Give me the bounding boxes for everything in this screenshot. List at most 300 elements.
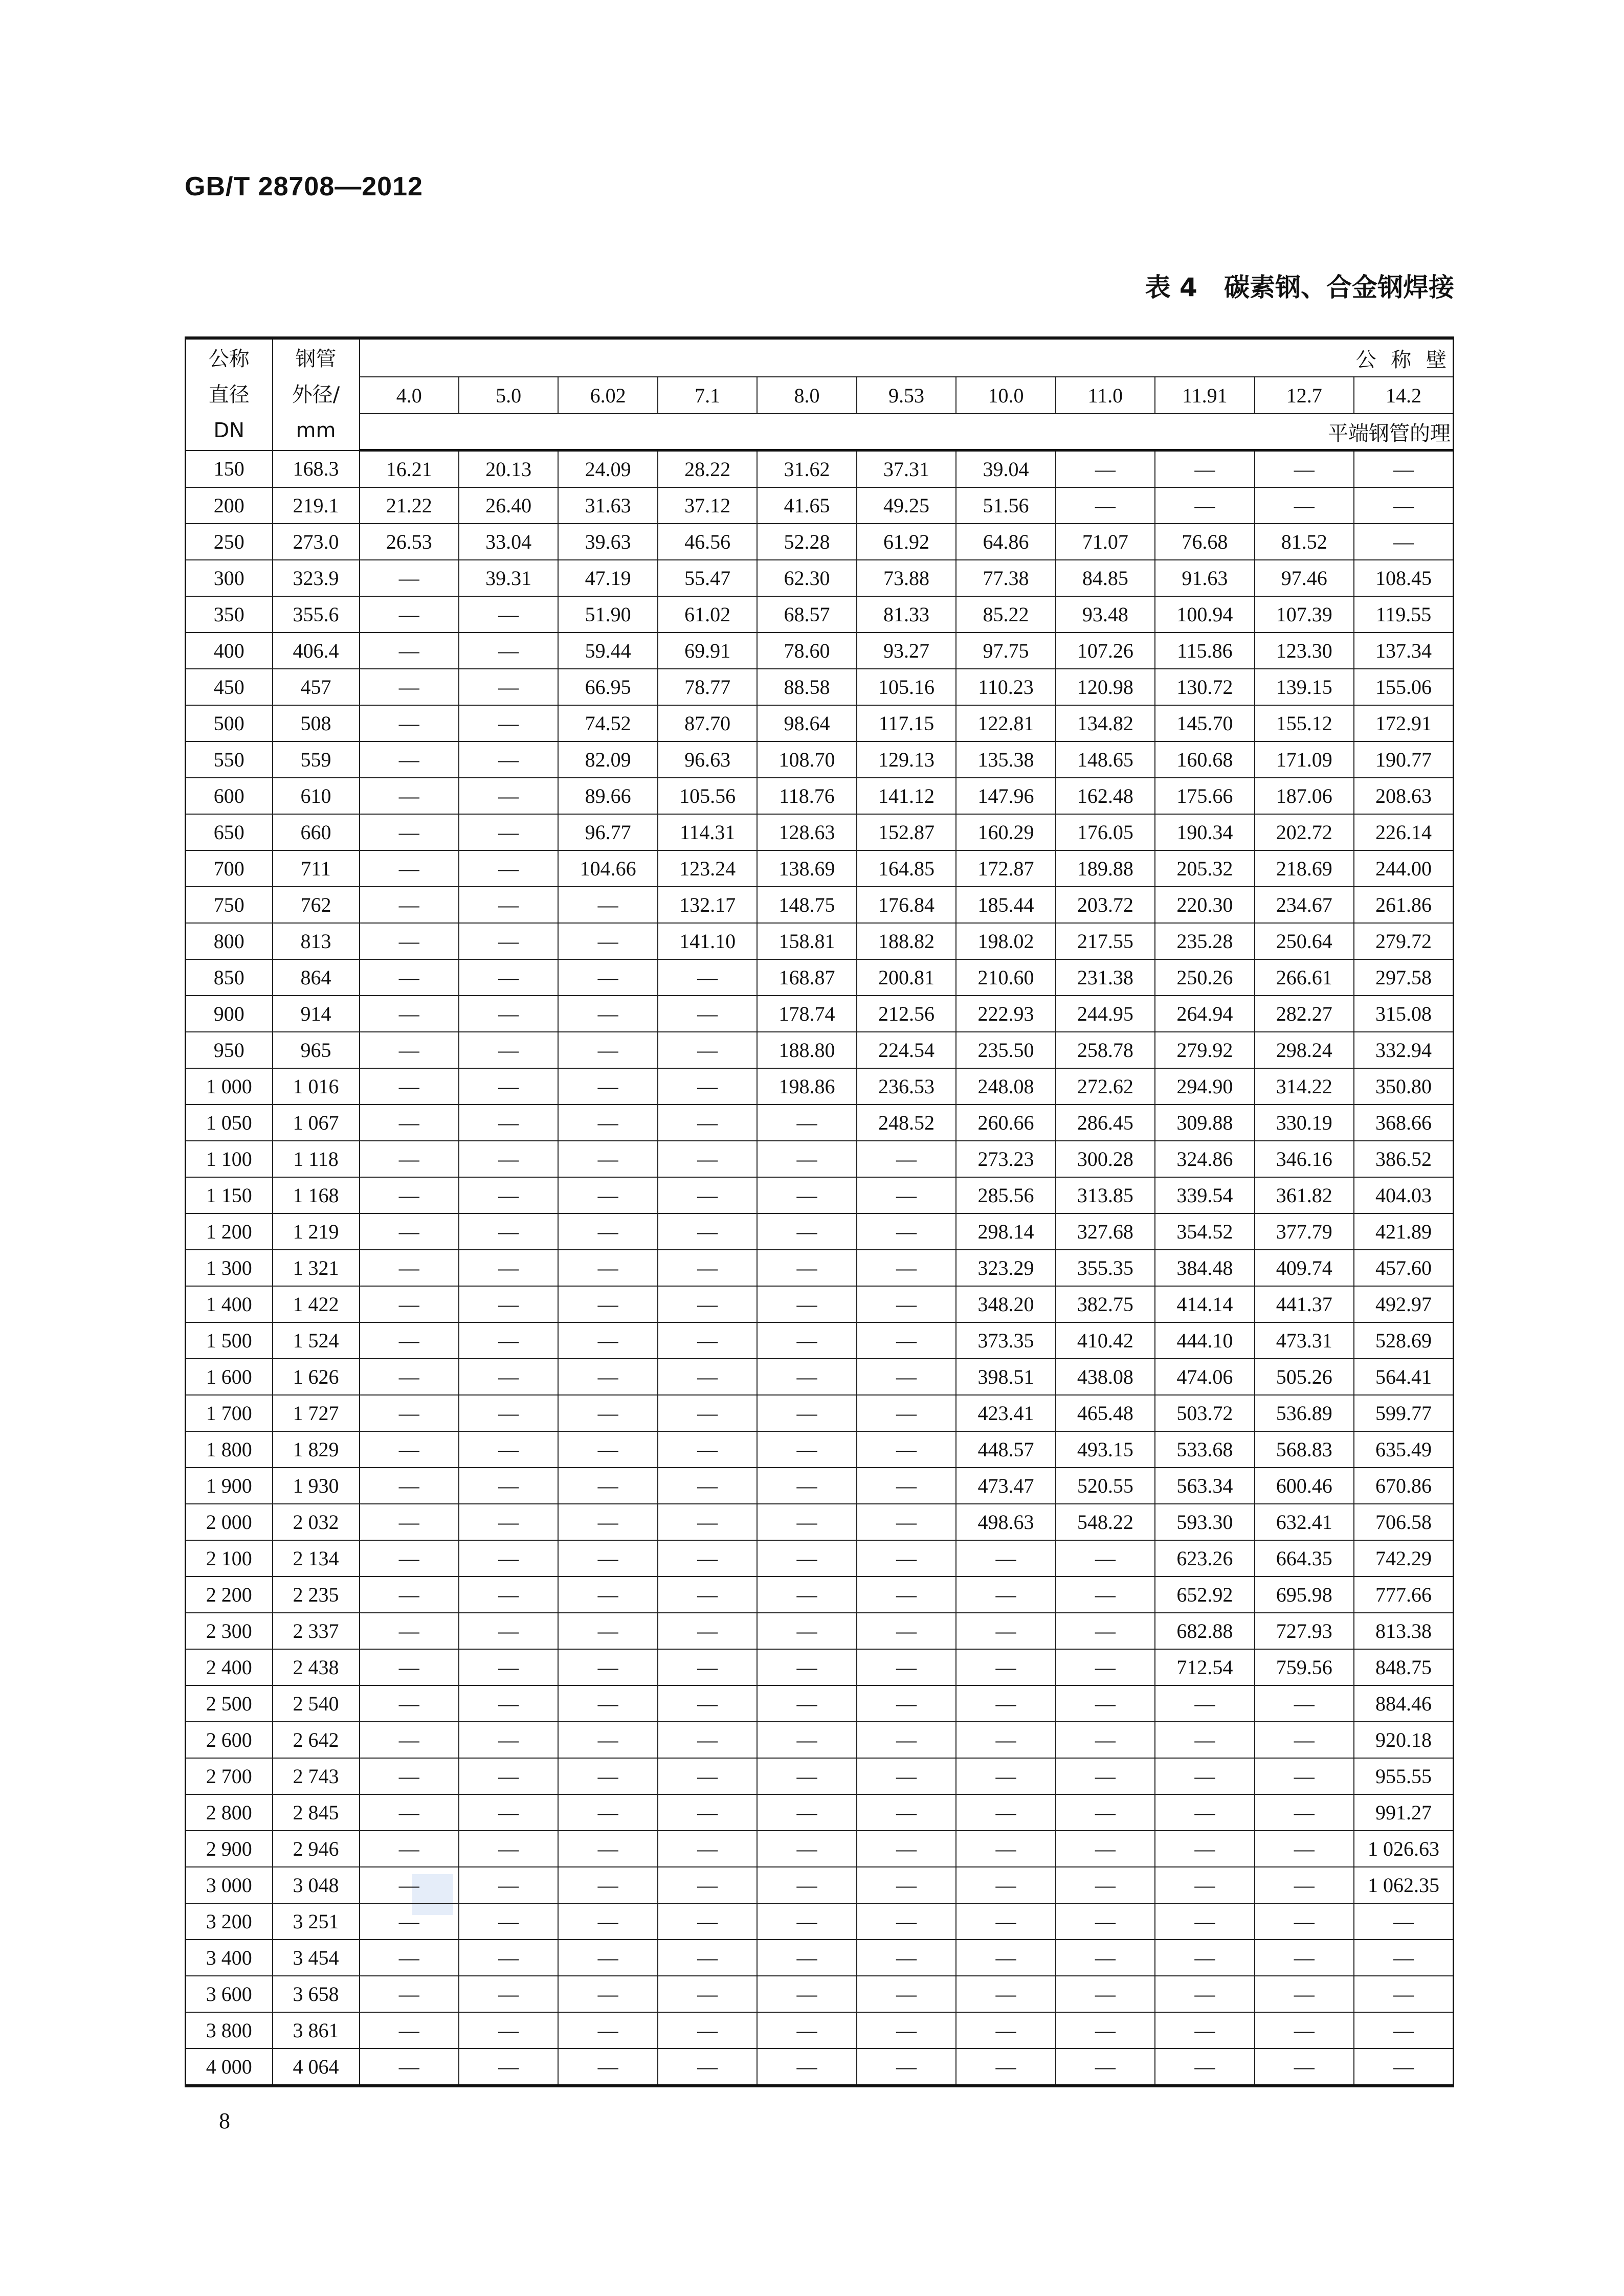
mass-cell: — xyxy=(459,1794,558,1831)
mass-cell: 272.62 xyxy=(1056,1068,1155,1105)
outer-diameter-cell: 2 134 xyxy=(273,1540,360,1577)
mass-cell: — xyxy=(757,2049,856,2086)
mass-cell: — xyxy=(558,887,657,923)
mass-cell: — xyxy=(459,1577,558,1613)
mass-cell: 1 026.63 xyxy=(1354,1831,1453,1867)
mass-cell: — xyxy=(1354,451,1453,488)
mass-cell: 324.86 xyxy=(1155,1141,1254,1177)
mass-cell: — xyxy=(459,633,558,669)
mass-cell: 24.09 xyxy=(558,451,657,488)
mass-cell: 652.92 xyxy=(1155,1577,1254,1613)
mass-cell: 61.92 xyxy=(857,524,956,560)
mass-cell: 46.56 xyxy=(658,524,757,560)
header-wall-thickness-group: 公 称 壁 xyxy=(360,338,1454,377)
mass-cell: 123.24 xyxy=(658,850,757,887)
table-row xyxy=(186,487,1454,524)
mass-cell: — xyxy=(757,1613,856,1649)
mass-cell: — xyxy=(459,1395,558,1431)
mass-cell: — xyxy=(658,1758,757,1794)
table-row xyxy=(186,1831,1454,1867)
dn-cell: 3 200 xyxy=(186,1903,273,1940)
mass-cell: 355.35 xyxy=(1056,1250,1155,1286)
mass-cell: — xyxy=(360,1758,459,1794)
mass-cell: 410.42 xyxy=(1056,1322,1155,1359)
mass-cell: — xyxy=(360,887,459,923)
mass-cell: 261.86 xyxy=(1354,887,1453,923)
outer-diameter-cell: 1 219 xyxy=(273,1213,360,1250)
mass-cell: 185.44 xyxy=(956,887,1055,923)
dn-cell: 2 600 xyxy=(186,1722,273,1758)
wall-thickness-header: 9.53 xyxy=(857,377,956,414)
mass-cell: — xyxy=(1056,1758,1155,1794)
mass-cell: 635.49 xyxy=(1354,1431,1453,1468)
mass-cell: — xyxy=(1255,1903,1354,1940)
mass-cell: — xyxy=(658,2012,757,2049)
mass-cell: — xyxy=(459,1867,558,1903)
table-row xyxy=(186,2049,1454,2086)
mass-cell: — xyxy=(757,1177,856,1213)
mass-cell: — xyxy=(857,1468,956,1504)
mass-cell: 160.29 xyxy=(956,814,1055,850)
mass-cell: 536.89 xyxy=(1255,1395,1354,1431)
dn-cell: 1 500 xyxy=(186,1322,273,1359)
mass-cell: 41.65 xyxy=(757,487,856,524)
mass-cell: — xyxy=(459,1141,558,1177)
table-row xyxy=(186,1540,1454,1577)
mass-cell: — xyxy=(558,996,657,1032)
mass-cell: 77.38 xyxy=(956,560,1055,596)
mass-cell: 759.56 xyxy=(1255,1649,1354,1685)
mass-cell: — xyxy=(1255,1831,1354,1867)
mass-cell: — xyxy=(1056,1613,1155,1649)
mass-cell: — xyxy=(1056,1540,1155,1577)
mass-cell: — xyxy=(558,1722,657,1758)
mass-cell: 248.08 xyxy=(956,1068,1055,1105)
mass-cell: — xyxy=(558,1177,657,1213)
mass-cell: — xyxy=(757,1831,856,1867)
mass-cell: — xyxy=(956,1831,1055,1867)
mass-cell: — xyxy=(857,1976,956,2012)
dn-cell: 3 800 xyxy=(186,2012,273,2049)
mass-cell: — xyxy=(1056,1685,1155,1722)
mass-cell: — xyxy=(1056,2012,1155,2049)
table-row xyxy=(186,1649,1454,1685)
wall-thickness-header: 7.1 xyxy=(658,377,757,414)
mass-cell: — xyxy=(360,1468,459,1504)
mass-cell: — xyxy=(360,814,459,850)
mass-cell: — xyxy=(1056,1903,1155,1940)
mass-cell: — xyxy=(1056,1867,1155,1903)
mass-cell: 234.67 xyxy=(1255,887,1354,923)
mass-cell: 93.48 xyxy=(1056,596,1155,633)
outer-diameter-cell: 2 946 xyxy=(273,1831,360,1867)
document-id: GB/T 28708—2012 xyxy=(185,172,423,201)
dn-cell: 2 300 xyxy=(186,1613,273,1649)
mass-cell: — xyxy=(459,741,558,778)
mass-cell: 273.23 xyxy=(956,1141,1055,1177)
mass-cell: — xyxy=(857,1758,956,1794)
mass-cell: 176.84 xyxy=(857,887,956,923)
table-row xyxy=(186,560,1454,596)
dn-cell: 3 600 xyxy=(186,1976,273,2012)
mass-cell: 52.28 xyxy=(757,524,856,560)
mass-cell: — xyxy=(1354,487,1453,524)
mass-cell: 96.77 xyxy=(558,814,657,850)
mass-cell: — xyxy=(360,923,459,959)
mass-cell: 339.54 xyxy=(1155,1177,1254,1213)
mass-cell: 218.69 xyxy=(1255,850,1354,887)
table-row xyxy=(186,887,1454,923)
mass-cell: 190.77 xyxy=(1354,741,1453,778)
mass-cell: — xyxy=(360,2049,459,2086)
mass-cell: 457.60 xyxy=(1354,1250,1453,1286)
mass-cell: 31.63 xyxy=(558,487,657,524)
mass-cell: — xyxy=(1354,2049,1453,2086)
mass-cell: 600.46 xyxy=(1255,1468,1354,1504)
mass-cell: 49.25 xyxy=(857,487,956,524)
mass-cell: — xyxy=(459,1685,558,1722)
mass-cell: — xyxy=(459,1940,558,1976)
outer-diameter-cell: 1 321 xyxy=(273,1250,360,1286)
mass-cell: — xyxy=(658,1903,757,1940)
mass-cell: — xyxy=(658,1504,757,1540)
mass-cell: 297.58 xyxy=(1354,959,1453,996)
mass-cell: — xyxy=(956,2049,1055,2086)
mass-cell: 139.15 xyxy=(1255,669,1354,705)
mass-cell: 31.62 xyxy=(757,451,856,488)
mass-cell: — xyxy=(757,1322,856,1359)
mass-cell: — xyxy=(857,1177,956,1213)
dn-cell: 2 800 xyxy=(186,1794,273,1831)
mass-cell: — xyxy=(658,1685,757,1722)
mass-cell: — xyxy=(857,1613,956,1649)
mass-cell: 330.19 xyxy=(1255,1105,1354,1141)
mass-cell: 117.15 xyxy=(857,705,956,741)
mass-cell: 473.47 xyxy=(956,1468,1055,1504)
mass-cell: — xyxy=(857,1940,956,1976)
table-row xyxy=(186,778,1454,814)
mass-cell: 39.31 xyxy=(459,560,558,596)
mass-cell: 98.64 xyxy=(757,705,856,741)
mass-cell: — xyxy=(757,1286,856,1322)
mass-cell: — xyxy=(459,1322,558,1359)
mass-cell: 135.38 xyxy=(956,741,1055,778)
mass-cell: 520.55 xyxy=(1056,1468,1155,1504)
table-row xyxy=(186,1068,1454,1105)
mass-cell: 444.10 xyxy=(1155,1322,1254,1359)
mass-cell: — xyxy=(459,1213,558,1250)
mass-cell: 682.88 xyxy=(1155,1613,1254,1649)
mass-cell: 632.41 xyxy=(1255,1504,1354,1540)
mass-cell: — xyxy=(757,1577,856,1613)
mass-cell: 66.95 xyxy=(558,669,657,705)
mass-cell: 55.47 xyxy=(658,560,757,596)
mass-cell: 198.02 xyxy=(956,923,1055,959)
mass-cell: — xyxy=(459,1903,558,1940)
mass-cell: 187.06 xyxy=(1255,778,1354,814)
mass-cell: — xyxy=(459,2012,558,2049)
wall-thickness-header: 6.02 xyxy=(558,377,657,414)
outer-diameter-cell: 965 xyxy=(273,1032,360,1068)
wall-thickness-header: 8.0 xyxy=(757,377,856,414)
outer-diameter-cell: 660 xyxy=(273,814,360,850)
mass-cell: — xyxy=(857,1722,956,1758)
outer-diameter-cell: 1 118 xyxy=(273,1141,360,1177)
mass-cell: 313.85 xyxy=(1056,1177,1155,1213)
mass-cell: — xyxy=(658,1068,757,1105)
mass-cell: 82.09 xyxy=(558,741,657,778)
table-row xyxy=(186,1395,1454,1431)
mass-cell: — xyxy=(956,1794,1055,1831)
outer-diameter-cell: 4 064 xyxy=(273,2049,360,2086)
mass-cell: 141.12 xyxy=(857,778,956,814)
mass-cell: 118.76 xyxy=(757,778,856,814)
dn-cell: 150 xyxy=(186,451,273,488)
mass-cell: — xyxy=(757,1867,856,1903)
mass-cell: 314.22 xyxy=(1255,1068,1354,1105)
mass-cell: — xyxy=(757,1105,856,1141)
mass-cell: 695.98 xyxy=(1255,1577,1354,1613)
dn-cell: 200 xyxy=(186,487,273,524)
mass-cell: — xyxy=(360,1068,459,1105)
mass-cell: 162.48 xyxy=(1056,778,1155,814)
mass-cell: 202.72 xyxy=(1255,814,1354,850)
table-row xyxy=(186,1286,1454,1322)
mass-cell: — xyxy=(757,1431,856,1468)
mass-cell: 1 062.35 xyxy=(1354,1867,1453,1903)
mass-cell: — xyxy=(1155,1976,1254,2012)
mass-cell: — xyxy=(757,1722,856,1758)
mass-cell: — xyxy=(857,1831,956,1867)
outer-diameter-cell: 406.4 xyxy=(273,633,360,669)
outer-diameter-cell: 2 438 xyxy=(273,1649,360,1685)
mass-cell: — xyxy=(658,1867,757,1903)
outer-diameter-cell: 3 861 xyxy=(273,2012,360,2049)
outer-diameter-cell: 3 048 xyxy=(273,1867,360,1903)
mass-cell: 78.60 xyxy=(757,633,856,669)
dn-cell: 2 200 xyxy=(186,1577,273,1613)
mass-cell: — xyxy=(956,1903,1055,1940)
mass-cell: — xyxy=(658,1177,757,1213)
mass-cell: — xyxy=(558,959,657,996)
mass-cell: — xyxy=(658,1794,757,1831)
table-row xyxy=(186,814,1454,850)
mass-cell: — xyxy=(1354,1903,1453,1940)
mass-cell: 164.85 xyxy=(857,850,956,887)
mass-cell: — xyxy=(857,1213,956,1250)
table-row xyxy=(186,1903,1454,1940)
mass-cell: 548.22 xyxy=(1056,1504,1155,1540)
outer-diameter-cell: 3 454 xyxy=(273,1940,360,1976)
mass-cell: 134.82 xyxy=(1056,705,1155,741)
mass-cell: — xyxy=(857,2012,956,2049)
mass-cell: — xyxy=(857,1250,956,1286)
mass-cell: 350.80 xyxy=(1354,1068,1453,1105)
mass-cell: — xyxy=(658,996,757,1032)
mass-cell: 332.94 xyxy=(1354,1032,1453,1068)
dn-cell: 1 050 xyxy=(186,1105,273,1141)
outer-diameter-cell: 762 xyxy=(273,887,360,923)
dn-cell: 2 100 xyxy=(186,1540,273,1577)
mass-cell: 137.34 xyxy=(1354,633,1453,669)
mass-cell: — xyxy=(857,1577,956,1613)
mass-cell: 354.52 xyxy=(1155,1213,1254,1250)
mass-cell: 190.34 xyxy=(1155,814,1254,850)
outer-diameter-cell: 864 xyxy=(273,959,360,996)
outer-diameter-cell: 323.9 xyxy=(273,560,360,596)
mass-cell: — xyxy=(1056,1976,1155,2012)
mass-cell: — xyxy=(1155,1758,1254,1794)
mass-cell: 108.45 xyxy=(1354,560,1453,596)
mass-cell: — xyxy=(360,1177,459,1213)
outer-diameter-cell: 1 626 xyxy=(273,1359,360,1395)
mass-cell: 26.53 xyxy=(360,524,459,560)
mass-cell: 68.57 xyxy=(757,596,856,633)
dn-cell: 2 900 xyxy=(186,1831,273,1867)
mass-cell: — xyxy=(360,1722,459,1758)
mass-cell: — xyxy=(1056,1940,1155,1976)
mass-cell: — xyxy=(1155,1831,1254,1867)
mass-cell: 141.10 xyxy=(658,923,757,959)
table-row xyxy=(186,1468,1454,1504)
mass-cell: 348.20 xyxy=(956,1286,1055,1322)
dn-cell: 700 xyxy=(186,850,273,887)
mass-cell: 528.69 xyxy=(1354,1322,1453,1359)
wall-thickness-header: 11.0 xyxy=(1056,377,1155,414)
outer-diameter-cell: 168.3 xyxy=(273,451,360,488)
mass-cell: — xyxy=(459,923,558,959)
mass-cell: 300.28 xyxy=(1056,1141,1155,1177)
mass-cell: 404.03 xyxy=(1354,1177,1453,1213)
mass-cell: 593.30 xyxy=(1155,1504,1254,1540)
mass-cell: 414.14 xyxy=(1155,1286,1254,1322)
dn-cell: 4 000 xyxy=(186,2049,273,2086)
mass-cell: — xyxy=(658,1032,757,1068)
mass-cell: — xyxy=(1056,1722,1155,1758)
outer-diameter-cell: 355.6 xyxy=(273,596,360,633)
mass-cell: 368.66 xyxy=(1354,1105,1453,1141)
mass-cell: — xyxy=(757,1468,856,1504)
mass-cell: 298.24 xyxy=(1255,1032,1354,1068)
dn-cell: 3 000 xyxy=(186,1867,273,1903)
mass-cell: — xyxy=(1354,1976,1453,2012)
mass-cell: — xyxy=(956,1685,1055,1722)
mass-cell: — xyxy=(658,1976,757,2012)
mass-cell: 51.56 xyxy=(956,487,1055,524)
mass-cell: 16.21 xyxy=(360,451,459,488)
mass-cell: 991.27 xyxy=(1354,1794,1453,1831)
mass-cell: — xyxy=(658,1250,757,1286)
dn-cell: 750 xyxy=(186,887,273,923)
mass-cell: 465.48 xyxy=(1056,1395,1155,1431)
mass-cell: — xyxy=(558,1577,657,1613)
mass-cell: 377.79 xyxy=(1255,1213,1354,1250)
mass-cell: — xyxy=(360,1141,459,1177)
mass-cell: 373.35 xyxy=(956,1322,1055,1359)
mass-cell: — xyxy=(360,1540,459,1577)
mass-cell: 130.72 xyxy=(1155,669,1254,705)
mass-cell: — xyxy=(459,1105,558,1141)
dn-cell: 2 000 xyxy=(186,1504,273,1540)
mass-cell: 26.40 xyxy=(459,487,558,524)
mass-cell: — xyxy=(1155,451,1254,488)
mass-cell: 664.35 xyxy=(1255,1540,1354,1577)
mass-cell: — xyxy=(459,959,558,996)
table-row xyxy=(186,1613,1454,1649)
mass-cell: 189.88 xyxy=(1056,850,1155,887)
outer-diameter-cell: 1 016 xyxy=(273,1068,360,1105)
mass-cell: 33.04 xyxy=(459,524,558,560)
mass-cell: 62.30 xyxy=(757,560,856,596)
mass-cell: — xyxy=(360,996,459,1032)
mass-cell: — xyxy=(360,1831,459,1867)
mass-cell: — xyxy=(1255,451,1354,488)
mass-cell: 152.87 xyxy=(857,814,956,850)
table-row xyxy=(186,596,1454,633)
mass-cell: — xyxy=(1255,1685,1354,1722)
mass-cell: — xyxy=(956,1540,1055,1577)
dn-cell: 3 400 xyxy=(186,1940,273,1976)
mass-cell: — xyxy=(1056,1577,1155,1613)
mass-cell: — xyxy=(459,1540,558,1577)
mass-cell: — xyxy=(1155,1903,1254,1940)
mass-cell: 105.16 xyxy=(857,669,956,705)
mass-cell: 564.41 xyxy=(1354,1359,1453,1395)
mass-cell: 104.66 xyxy=(558,850,657,887)
outer-diameter-cell: 3 251 xyxy=(273,1903,360,1940)
mass-cell: — xyxy=(1056,2049,1155,2086)
mass-cell: — xyxy=(857,1504,956,1540)
table-row xyxy=(186,1976,1454,2012)
mass-cell: — xyxy=(558,1286,657,1322)
table-row xyxy=(186,1685,1454,1722)
mass-cell: 473.31 xyxy=(1255,1322,1354,1359)
mass-cell: 327.68 xyxy=(1056,1213,1155,1250)
mass-cell: — xyxy=(459,2049,558,2086)
dn-cell: 650 xyxy=(186,814,273,850)
mass-cell: — xyxy=(757,1141,856,1177)
mass-cell: 742.29 xyxy=(1354,1540,1453,1577)
outer-diameter-cell: 711 xyxy=(273,850,360,887)
wall-thickness-header: 14.2 xyxy=(1354,377,1453,414)
dn-cell: 800 xyxy=(186,923,273,959)
mass-cell: 168.87 xyxy=(757,959,856,996)
mass-cell: — xyxy=(360,1649,459,1685)
wall-thickness-header: 10.0 xyxy=(956,377,1055,414)
mass-cell: — xyxy=(360,1213,459,1250)
mass-cell: 235.28 xyxy=(1155,923,1254,959)
mass-cell: 123.30 xyxy=(1255,633,1354,669)
mass-cell: — xyxy=(757,1794,856,1831)
mass-cell: — xyxy=(658,1431,757,1468)
table-row xyxy=(186,705,1454,741)
mass-cell: 503.72 xyxy=(1155,1395,1254,1431)
outer-diameter-cell: 1 930 xyxy=(273,1468,360,1504)
mass-cell: 260.66 xyxy=(956,1105,1055,1141)
mass-cell: — xyxy=(360,1286,459,1322)
mass-cell: 361.82 xyxy=(1255,1177,1354,1213)
mass-cell: 115.86 xyxy=(1155,633,1254,669)
mass-cell: — xyxy=(658,1141,757,1177)
mass-cell: 235.50 xyxy=(956,1032,1055,1068)
mass-cell: — xyxy=(558,1431,657,1468)
mass-cell: — xyxy=(459,1649,558,1685)
outer-diameter-cell: 2 337 xyxy=(273,1613,360,1649)
mass-cell: — xyxy=(459,1758,558,1794)
mass-cell: 448.57 xyxy=(956,1431,1055,1468)
mass-cell: — xyxy=(857,2049,956,2086)
mass-cell: — xyxy=(459,1177,558,1213)
